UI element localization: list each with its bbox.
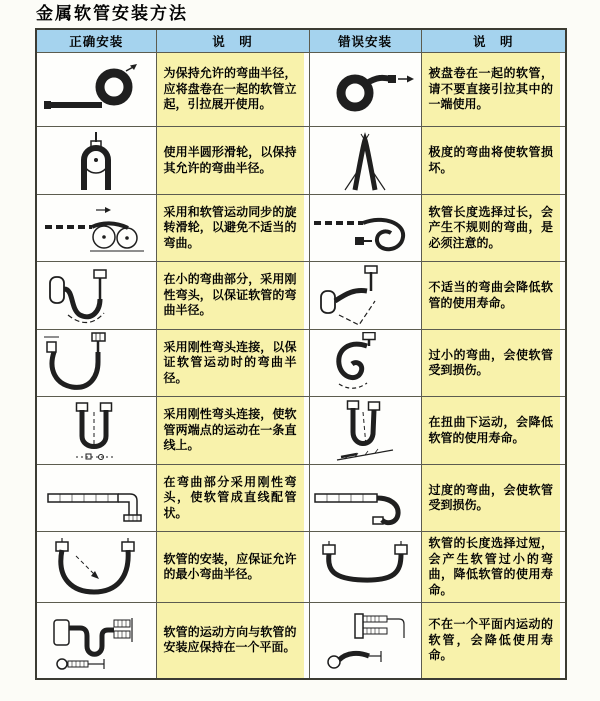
u-loop-straight-line-icon [42, 400, 150, 462]
rotating-pulleys-icon [42, 197, 150, 259]
table-row [36, 397, 566, 465]
header-description-2: 说 明 [421, 29, 566, 53]
table-row [36, 195, 566, 262]
table-row [36, 603, 566, 679]
wrong-description: 不适当的弯曲会降低软管的使用寿命。 [421, 262, 566, 330]
hose-over-pulley-icon [42, 130, 150, 192]
wrong-description: 极度的弯曲将使软管损坏。 [421, 127, 566, 195]
header-description-1: 说 明 [156, 29, 309, 53]
correct-description: 采用刚性弯头连接，使软管两端点的运动在一条直线上。 [156, 397, 309, 465]
correct-illustration-cell [36, 397, 156, 465]
out-of-plane-motion-icon [311, 608, 419, 672]
wrong-illustration-cell [309, 127, 421, 195]
sharp-bend-hose-icon [311, 130, 419, 192]
excessive-bend-icon [311, 467, 419, 529]
minimum-bend-radius-loop-icon [42, 536, 150, 598]
correct-illustration-cell [36, 53, 156, 127]
correct-description: 使用半圆形滑轮，以保持其允许的弯曲半径。 [156, 127, 309, 195]
correct-description: 在小的弯曲部分，采用刚性弯头，以保证软管的弯曲半径。 [156, 262, 309, 330]
page-title: 金属软管安装方法 [36, 4, 188, 24]
table-row [36, 532, 566, 603]
wrong-illustration-cell [309, 603, 421, 679]
wrong-description: 被盘卷在一起的软管，请不要直接引拉其中的一端使用。 [421, 53, 566, 127]
wrong-description: 软管长度选择过长，会产生不规则的弯曲，是必须注意的。 [421, 195, 566, 262]
wrong-illustration-cell [309, 330, 421, 397]
header-correct-install: 正确安装 [36, 29, 156, 53]
table-row [36, 53, 566, 127]
irregular-loop-icon [311, 197, 419, 259]
wrong-illustration-cell [309, 397, 421, 465]
correct-description: 为保持允许的弯曲半径，应将盘卷在一起的软管立起，引拉展开使用。 [156, 53, 309, 127]
correct-description: 在弯曲部分采用刚性弯头，使软管成直线配管状。 [156, 465, 309, 532]
correct-description: 软管的安装，应保证允许的最小弯曲半径。 [156, 532, 309, 603]
too-small-bend-icon [311, 332, 419, 394]
table-row [36, 262, 566, 330]
installation-methods-table [35, 28, 567, 680]
coiled-hose-unrolled-icon [42, 59, 150, 121]
too-short-taut-loop-icon [311, 536, 419, 598]
table-row [36, 127, 566, 195]
correct-description: 软管的运动方向与软管的安装应保持在一个平面。 [156, 603, 309, 679]
wrong-illustration-cell [309, 53, 421, 127]
correct-illustration-cell [36, 603, 156, 679]
correct-description: 采用和软管运动同步的旋转滑轮，以避免不适当的弯曲。 [156, 195, 309, 262]
improper-bend-icon [311, 265, 419, 327]
correct-description: 采用刚性弯头连接，以保证软管运动时的弯曲半径。 [156, 330, 309, 397]
one-plane-motion-icon [42, 608, 150, 672]
wrong-description: 过度的弯曲，会使软管受到损伤。 [421, 465, 566, 532]
wrong-illustration-cell [309, 465, 421, 532]
rigid-elbow-connection-icon [42, 332, 150, 394]
wrong-description: 不在一个平面内运动的软管，会降低使用寿命。 [421, 603, 566, 679]
twisted-u-loop-icon [311, 400, 419, 462]
correct-illustration-cell [36, 127, 156, 195]
wrong-illustration-cell [309, 262, 421, 330]
correct-illustration-cell [36, 262, 156, 330]
correct-illustration-cell [36, 465, 156, 532]
straight-piping-elbow-icon [42, 467, 150, 529]
wrong-illustration-cell [309, 532, 421, 603]
header-wrong-install: 错误安装 [309, 29, 421, 53]
wrong-description: 过小的弯曲，会使软管受到损伤。 [421, 330, 566, 397]
table-row [36, 330, 566, 397]
correct-illustration-cell [36, 532, 156, 603]
correct-illustration-cell [36, 330, 156, 397]
rigid-elbow-small-bend-icon [42, 265, 150, 327]
table-header-row [36, 29, 566, 53]
correct-illustration-cell [36, 195, 156, 262]
table-row [36, 465, 566, 532]
wrong-description: 在扭曲下运动，会降低软管的使用寿命。 [421, 397, 566, 465]
wrong-description: 软管的长度选择过短，会产生软管过小的弯曲，降低软管的使用寿命。 [421, 532, 566, 603]
wrong-illustration-cell [309, 195, 421, 262]
coiled-hose-pulled-icon [311, 59, 419, 121]
